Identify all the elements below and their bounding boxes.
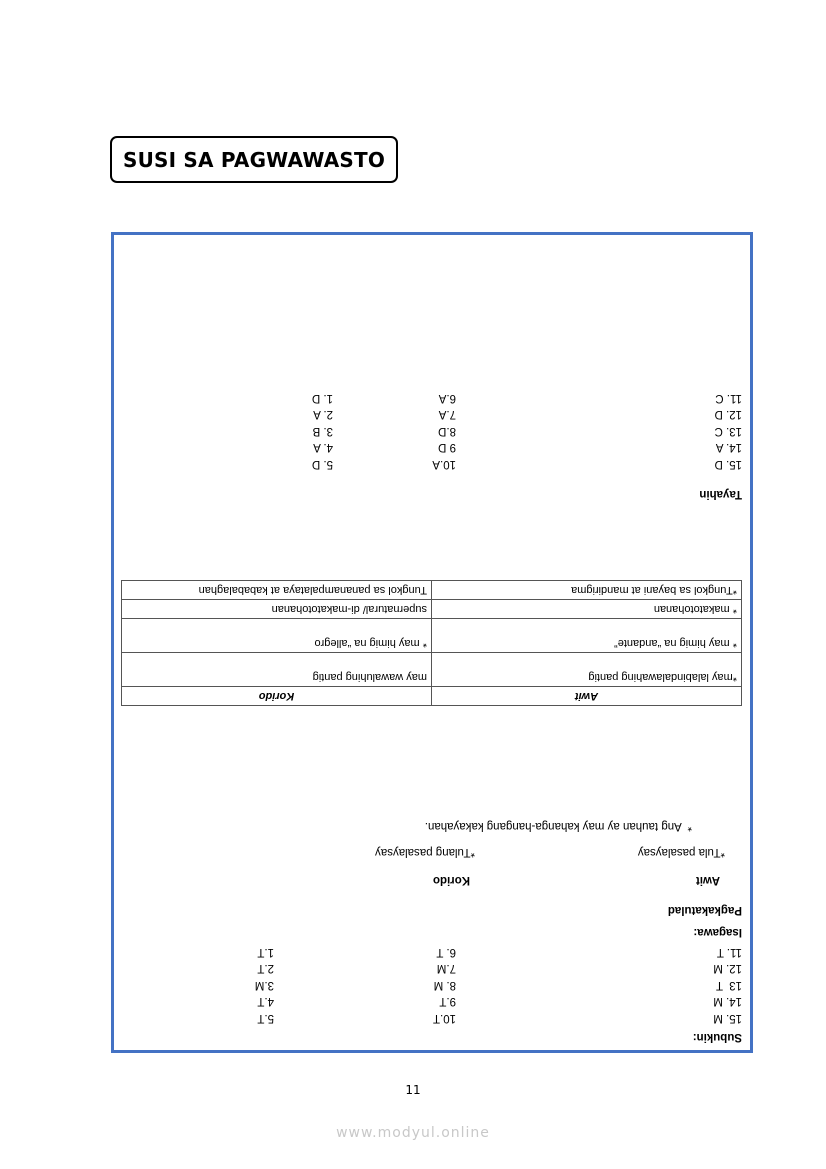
column-header: Korido [122,687,432,706]
answer-key-frame [111,232,753,1053]
list-item: 7.A [438,408,456,421]
list-item: 8. M [433,979,456,991]
list-item: 5.T [257,1012,274,1024]
list-item: 4. A [313,441,333,454]
korido-item: *Tulang pasalaysay [375,846,475,858]
shared-trait: * Ang tauhan ay may kahanga-hangang kakayahan. [424,820,692,832]
table-row [122,600,742,619]
comparison-table [121,580,742,706]
list-item: 9.T [439,995,456,1008]
list-item: 13. C [714,425,742,437]
list-item: 4.T [257,995,274,1008]
page-number: 11 [405,1083,421,1097]
list-item: 3.M [254,979,274,991]
table-cell: may wawaluhing pantig [122,653,432,687]
answer-key-content [114,235,750,1050]
table-row [122,653,742,687]
awit-label: Awit [695,874,720,886]
list-item: 5. D [311,458,333,470]
isagawa-heading: Isagawa: [693,926,742,938]
list-item: 8.D [438,425,456,437]
list-item: 2. A [313,408,333,421]
table-cell: * makatotohanan [432,600,742,619]
list-item: 12. D [714,408,742,421]
list-item: 10.A [432,458,456,470]
list-item: 12. M [713,962,742,975]
table-header-row [122,687,742,706]
tayahin-heading: Tayahin [699,488,742,500]
table-cell: supernatural/ di-makatotohanan [122,600,432,619]
list-item: 10.T [432,1012,456,1024]
korido-label: Korido [432,874,470,886]
list-item: 1. D [311,392,333,404]
list-item: 14. A [715,441,742,454]
list-item: 6.A [438,392,456,404]
list-item: 15. M [713,1012,742,1024]
subukin-col-1 [255,944,274,1027]
page-title: SUSI SA PAGWAWASTO [110,136,398,183]
awit-item: *Tula pasalaysay [637,846,725,858]
list-item: 13 T [716,979,742,991]
list-item: 14. M [713,995,742,1008]
list-item: 11. T [716,946,742,958]
list-item: 7.M [436,962,456,975]
table-row [122,619,742,653]
table-cell: * may himig na “andante” [432,619,742,653]
list-item: 15. D [714,458,742,470]
subukin-col-3 [713,944,742,1027]
table-cell: *may lalabindalawahing pantig [432,653,742,687]
list-item: 11. C [715,392,742,404]
table-cell: * may himig na “allegro [122,619,432,653]
pagkakatulad-heading: Pagkakatulad [667,904,742,916]
tayahin-col-3 [715,390,743,473]
subukin-heading: Subukin: [692,1031,742,1043]
watermark: www.modyul.online [336,1125,490,1141]
subukin-col-2 [433,944,456,1027]
list-item: 1.T [257,946,274,958]
list-item: 9 D [438,441,456,454]
table-cell: Tungkol sa pananampalataya at kababalaghan [122,581,432,600]
tayahin-col-2 [432,390,456,473]
tayahin-col-1 [312,390,333,473]
list-item: 3. B [312,425,333,437]
column-header: Awit [432,687,742,706]
list-item: 6. T [436,946,456,958]
table-cell: *Tungkol sa bayani at mandirigma [432,581,742,600]
list-item: 2.T [257,962,274,975]
table-row [122,581,742,600]
